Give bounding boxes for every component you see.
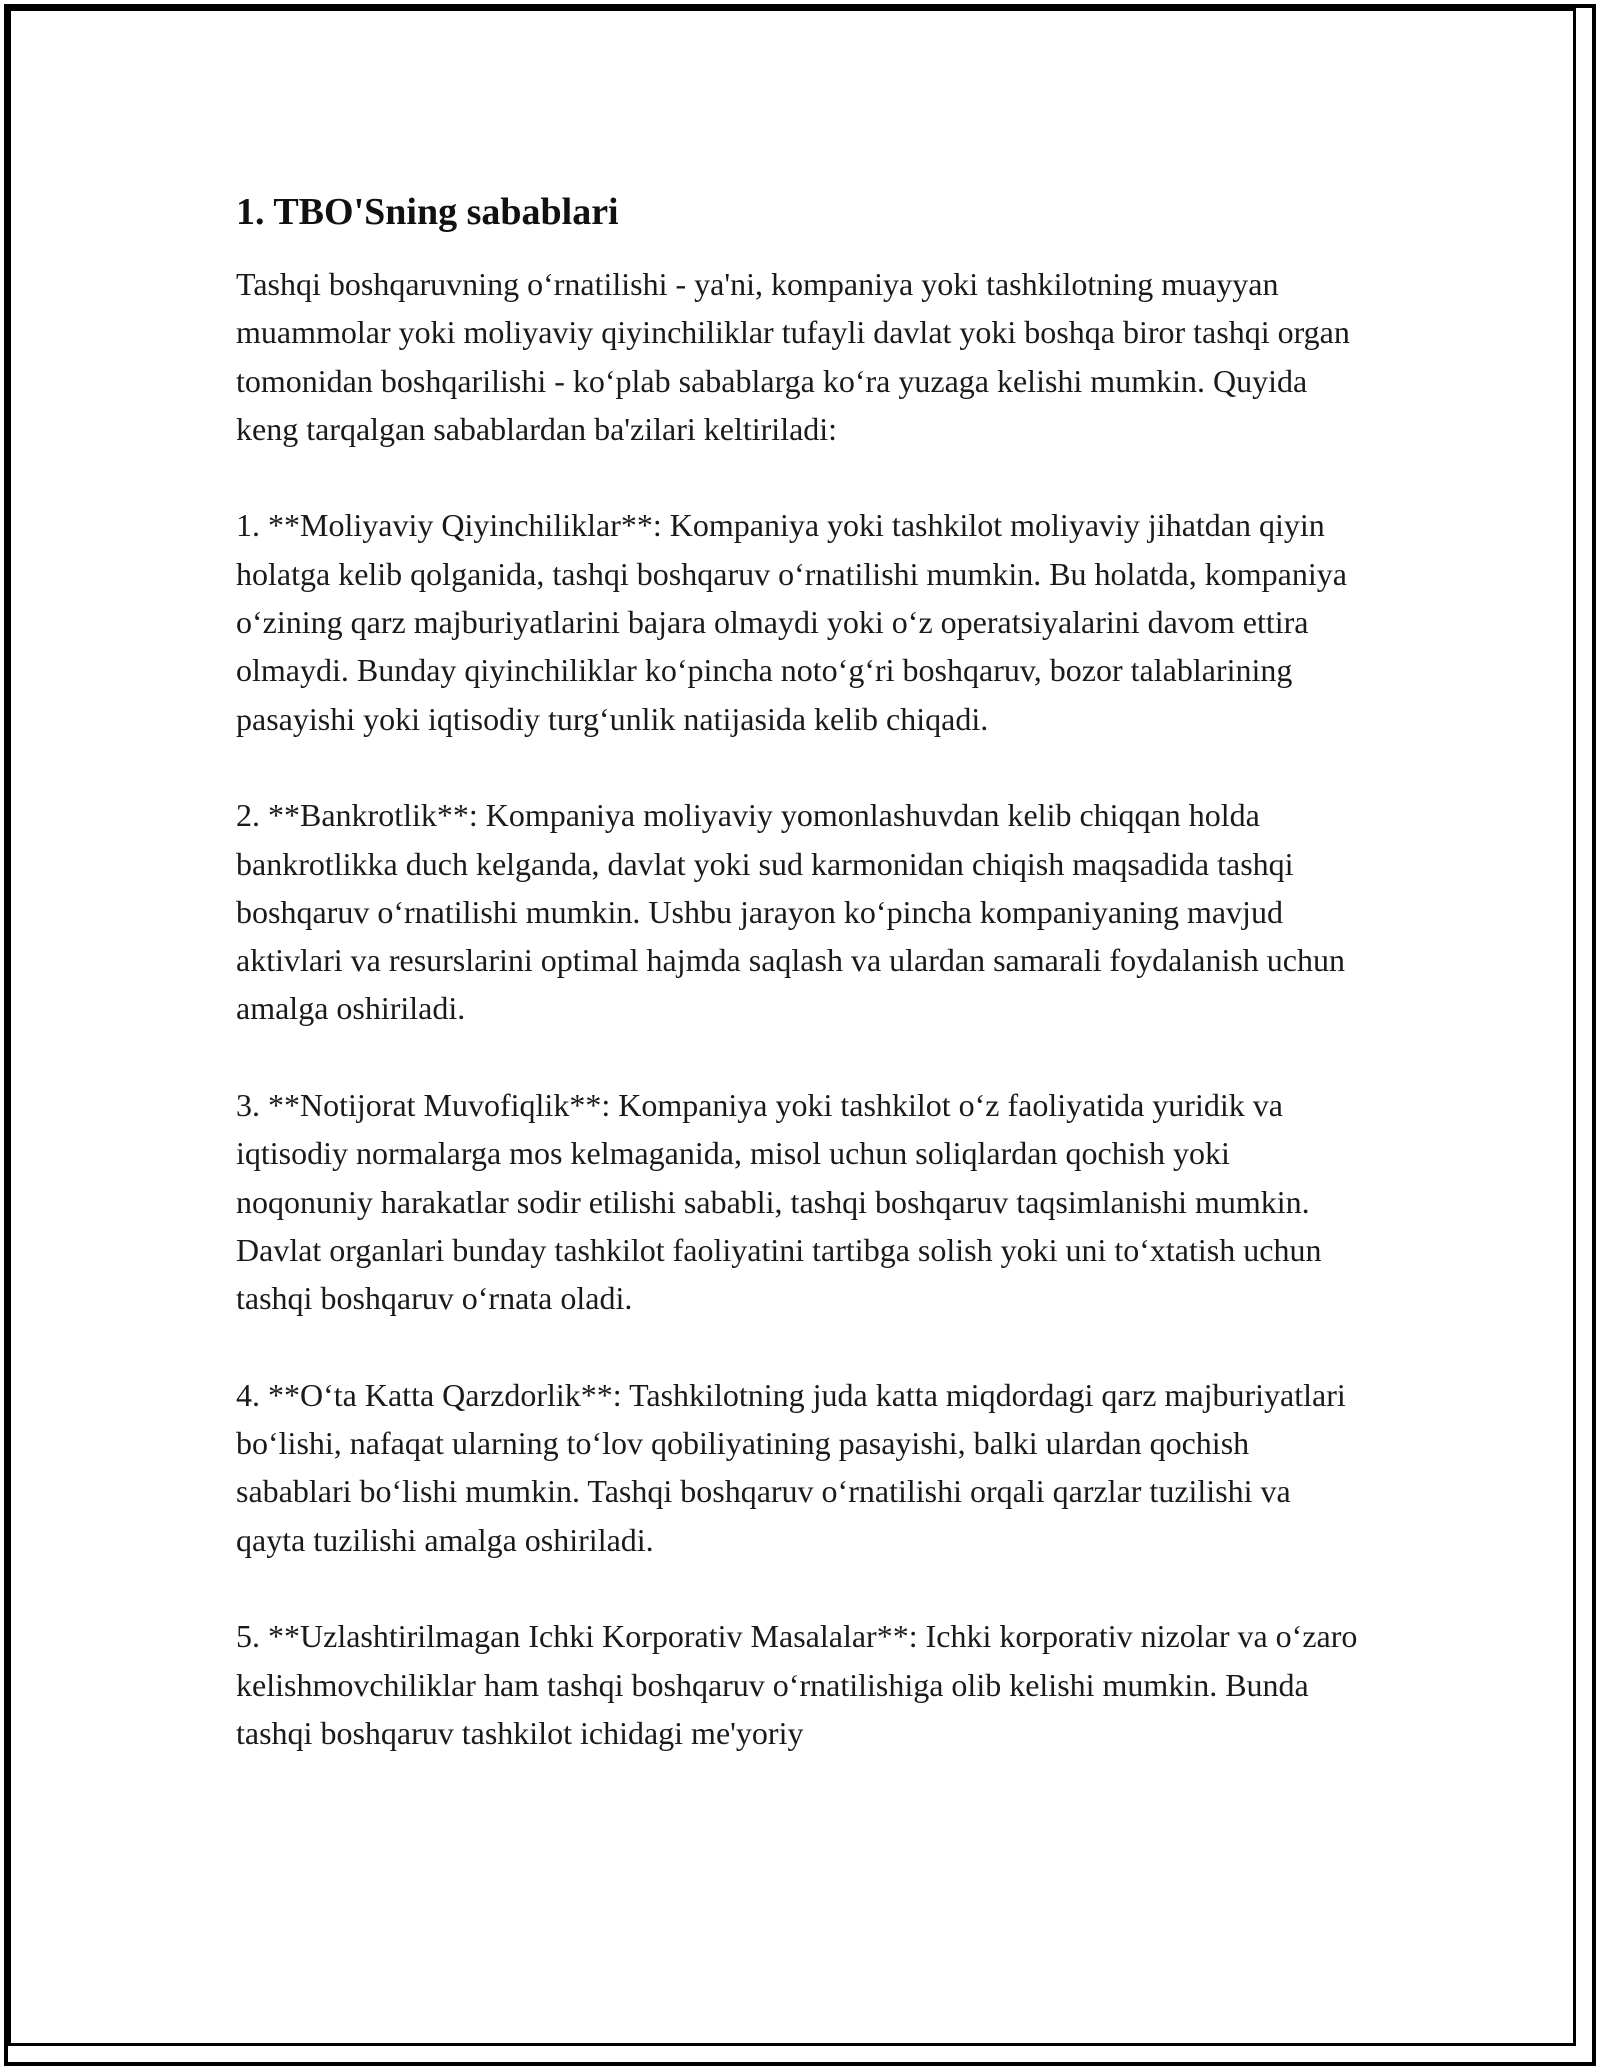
reason-2-paragraph: 2. **Bankrotlik**: Kompaniya moliyaviy yomonlashuvdan kelib chiqqan holda bankrotlikka duch kelganda, davlat yoki sud karmonidan chiqish maqsadida tashqi boshqaruv o‘rnatilishi mumkin. Ushbu jarayon ko‘pincha kompaniyaning mavjud aktivlari va resurslarini optimal hajmda saqlash va ulardan samarali foydalanish uchun amalga oshiriladi. (236, 797, 1345, 1027)
reason-5-paragraph: 5. **Uzlashtirilmagan Ichki Korporativ Masalalar**: Ichki korporativ nizolar va o‘zaro kelishmovchiliklar ham tashqi boshqaruv o‘rnatilishiga olib kelishi mumkin. Bunda tashqi boshqaruv tashkilot ichidagi me'yoriy (236, 1618, 1358, 1751)
reason-4-paragraph: 4. **O‘ta Katta Qarzdorlik**: Tashkilotning juda katta miqdordagi qarz majburiyatlari bo‘lishi, nafaqat ularning to‘lov qobiliyatining pasayishi, balki ulardan qochish sabablari bo‘lishi mumkin. Tashqi boshqaruv o‘rnatilishi orqali qarzlar tuzilishi va qayta tuzilishi amalga oshiriladi. (236, 1376, 1346, 1558)
intro-paragraph: Tashqi boshqaruvning o‘rnatilishi - ya'ni, kompaniya yoki tashkilotning muayyan muammolar yoki moliyaviy qiyinchiliklar tufayli davlat yoki boshqa biror tashqi organ tomonidan boshqarilishi - ko‘plab sabablarga ko‘ra yuzaga kelishi mumkin. Quyida keng tarqalgan sabablardan ba'zilari keltiriladi: (236, 266, 1350, 447)
section-heading: 1. TBO'Sning sabablari (236, 191, 619, 233)
document-body (236, 188, 1366, 1806)
reason-3-paragraph: 3. **Notijorat Muvofiqlik**: Kompaniya yoki tashkilot o‘z faoliyatida yuridik va iqtisodiy normalarga mos kelmaganida, misol uchun soliqlardan qochish yoki noqonuniy harakatlar sodir etilishi sababli, tashqi boshqaruv taqsimlanishi mumkin. Davlat organlari bunday tashkilot faoliyatini tartibga solish yoki uni to‘xtatish uchun tashqi boshqaruv o‘rnata oladi. (236, 1087, 1322, 1317)
reason-1-paragraph: 1. **Moliyaviy Qiyinchiliklar**: Kompaniya yoki tashkilot moliyaviy jihatdan qiyin holatga kelib qolganida, tashqi boshqaruv o‘rnatilishi mumkin. Bu holatda, kompaniya o‘zining qarz majburiyatlarini bajara olmaydi yoki o‘z operatsiyalarini davom ettira olmaydi. Bunday qiyinchiliklar ko‘pincha noto‘g‘ri boshqaruv, bozor talablarining pasayishi yoki iqtisodiy turg‘unlik natijasida kelib chiqadi. (236, 507, 1347, 737)
